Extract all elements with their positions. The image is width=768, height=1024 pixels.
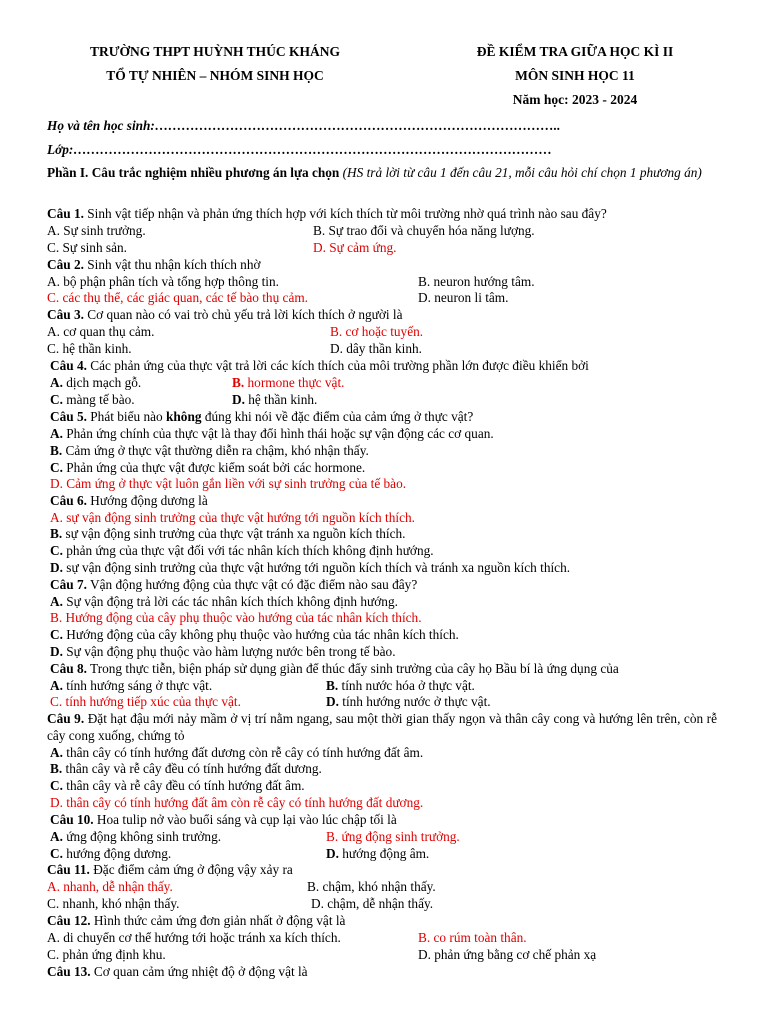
question-label: Câu 3. [47,307,84,322]
option-d: D. hệ thần kinh. [232,392,318,407]
option-c-answer: C. tính hướng tiếp xúc của thực vật. [50,694,241,709]
question-1 [47,205,607,222]
subject-title: MÔN SINH HỌC 11 [515,68,635,83]
question-label: Câu 2. [47,257,84,272]
section-title: Phần I. Câu trắc nghiệm nhiều phương án lựa chọn [47,165,340,180]
question-13 [47,963,308,980]
option-c: C. Sự sinh sản. [47,240,127,255]
option-c: C. màng tế bào. [50,392,135,407]
option-b: B. thân cây và rễ cây đều có tính hướng đất dương. [50,761,322,776]
option-b: B. chậm, khó nhận thấy. [307,879,436,894]
question-label: Câu 11. [47,862,90,877]
question-label: Câu 7. [50,577,87,592]
option-a: A. Sự vận động trả lời các tác nhân kích thích không định hướng. [50,594,398,609]
option-a: A. Phản ứng chính của thực vật là thay đổi hình thái hoặc sự vận động các cơ quan. [50,426,494,441]
option-b: B. sự vận động sinh trưởng của thực vật tránh xa nguồn kích thích. [50,526,406,541]
question-7 [50,576,417,593]
question-label: Câu 9. [47,711,85,726]
option-c: C. phản ứng định khu. [47,947,166,962]
option-d: D. Sự vận động phụ thuộc vào hàm lượng nước bên trong tế bào. [50,644,396,659]
class-line: Lớp:……………………………………………………………………………………………… [47,142,553,157]
question-text: Vận động hướng động của thực vật có đặc điểm nào sau đây? [90,577,418,592]
option-d: D. phản ứng bằng cơ chế phản xạ [418,947,597,962]
question-label: Câu 4. [50,358,87,373]
option-c: C. hướng động dương. [50,846,172,861]
option-a: A. ứng động không sinh trưởng. [50,829,222,844]
option-c: C. Phản ứng của thực vật được kiểm soát bởi các hormone. [50,460,366,475]
option-b: B. Cảm ứng ở thực vật thường diễn ra chậm, khó nhận thấy. [50,443,369,458]
question-12 [47,912,345,929]
option-c-answer: C. các thụ thể, các giác quan, các tế bào thụ cảm. [47,290,309,305]
question-3 [47,306,403,323]
question-label: Câu 6. [50,493,87,508]
option-a: A. thân cây có tính hướng đất dương còn rễ cây có tính hướng đất âm. [50,745,424,760]
option-c: C. thân cây và rễ cây đều có tính hướng đất âm. [50,778,305,793]
option-a: A. di chuyển cơ thể hướng tới hoặc tránh xa kích thích. [47,930,341,945]
question-10 [50,811,397,828]
question-text: Đặc điểm cảm ứng ở động vậy xảy ra [93,862,293,877]
question-4 [50,357,589,374]
option-b: B. Sự trao đổi và chuyển hóa năng lượng. [313,223,535,238]
option-c: C. phản ứng của thực vật đối với tác nhân kích thích không định hướng. [50,543,434,558]
question-text: Các phản ứng của thực vật trả lời các kích thích của môi trường phần lớn được điều khiển bởi [90,358,589,373]
question-2 [47,256,261,273]
option-d: D. hướng động âm. [326,846,430,861]
school-name: TRƯỜNG THPT HUỲNH THÚC KHÁNG [89,44,341,59]
question-label: Câu 1. [47,206,84,221]
question-text: Cơ quan cảm ứng nhiệt độ ở động vật là [93,964,308,979]
option-a-answer: A. nhanh, dễ nhận thấy. [47,879,173,894]
question-text: Hình thức cảm ứng đơn giản nhất ở động vật là [93,913,346,928]
question-label: Câu 8. [50,661,87,676]
question-label: Câu 5. [50,409,87,424]
option-d: D. chậm, dễ nhận thấy. [311,896,434,911]
option-b-answer: B. hormone thực vật. [232,375,345,390]
question-text: Sinh vật tiếp nhận và phản ứng thích hợp với kích thích từ môi trường nhờ quá trình nào sau đây? [87,206,607,221]
question-label: Câu 12. [47,913,91,928]
question-text: Hướng động dương là [90,493,208,508]
option-b-answer: B. Hướng động của cây phụ thuộc vào hướng của tác nhân kích thích. [50,610,422,625]
section-note: (HS trả lời từ câu 1 đến câu 21, mỗi câu hỏi chí chọn 1 phương án) [342,165,702,180]
option-a: A. tính hướng sáng ở thực vật. [50,678,213,693]
school-year: Năm học: 2023 - 2024 [512,92,638,107]
question-text: Cơ quan nào có vai trò chủ yếu trả lời kích thích ở người là [87,307,403,322]
department-name: TỔ TỰ NHIÊN – NHÓM SINH HỌC [106,68,324,83]
question-text: Sinh vật thu nhận kích thích nhờ [87,257,261,272]
question-text: Hoa tulip nở vào buổi sáng và cụp lại vào lúc chập tối là [96,812,397,827]
negation-keyword: không [166,409,202,424]
question-text: Đặt hạt đậu mới nảy mầm ở vị trí nằm ngang, sau một thời gian thấy ngọn và thân cây cong và hướng lên trên, còn rễ cây cong xuống, chứng tỏ [47,711,717,743]
option-d-answer: D. Sự cảm ứng. [313,240,397,255]
question-11 [47,861,293,878]
option-b: B. neuron hướng tâm. [418,274,535,289]
question-6 [50,492,208,509]
option-d-answer: D. thân cây có tính hướng đất âm còn rễ cây có tính hướng đất dương. [50,795,424,810]
question-8 [50,660,619,677]
option-b: B. tính nước hóa ở thực vật. [326,678,475,693]
option-d: D. neuron li tâm. [418,290,509,305]
section-heading [47,164,717,181]
question-9 [47,710,717,744]
question-text: Trong thực tiễn, biện pháp sử dụng giàn để thúc đẩy sinh trưởng của cây họ Bầu bí là ứng dụng của [90,661,619,676]
option-a: A. bộ phận phân tích và tổng hợp thông tin. [47,274,279,289]
exam-title: ĐỀ KIỂM TRA GIỮA HỌC KÌ II [476,44,674,59]
option-c: C. Hướng động của cây không phụ thuộc vào hướng của tác nhân kích thích. [50,627,459,642]
question-5: Câu 5. Phát biểu nào không đúng khi nói về đặc điểm của cảm ứng ở thực vật? [50,409,474,424]
option-a-answer: A. sự vận động sinh trưởng của thực vật hướng tới nguồn kích thích. [50,510,415,525]
option-d: D. dây thần kinh. [330,341,422,356]
option-b-answer: B. ứng động sinh trưởng. [326,829,460,844]
option-b-answer: B. cơ hoặc tuyến. [330,324,424,339]
option-c: C. nhanh, khó nhận thấy. [47,896,180,911]
option-d: D. sự vận động sinh trưởng của thực vật hướng tới nguồn kích thích và tránh xa nguồn kích thích. [50,560,571,575]
option-d: D. tính hướng nước ở thực vật. [326,694,491,709]
option-c: C. hệ thần kinh. [47,341,132,356]
option-a: A. dịch mạch gỗ. [50,375,142,390]
option-d-answer: D. Cảm ứng ở thực vật luôn gắn liền với sự sinh trưởng của tế bào. [50,476,407,491]
option-b-answer: B. co rúm toàn thân. [418,930,527,945]
student-name-line: Họ và tên học sinh:……………………………………………………………………………….. [47,118,561,133]
question-label: Câu 10. [50,812,94,827]
option-a: A. cơ quan thụ cảm. [47,324,155,339]
option-a: A. Sự sinh trưởng. [47,223,146,238]
question-label: Câu 13. [47,964,91,979]
